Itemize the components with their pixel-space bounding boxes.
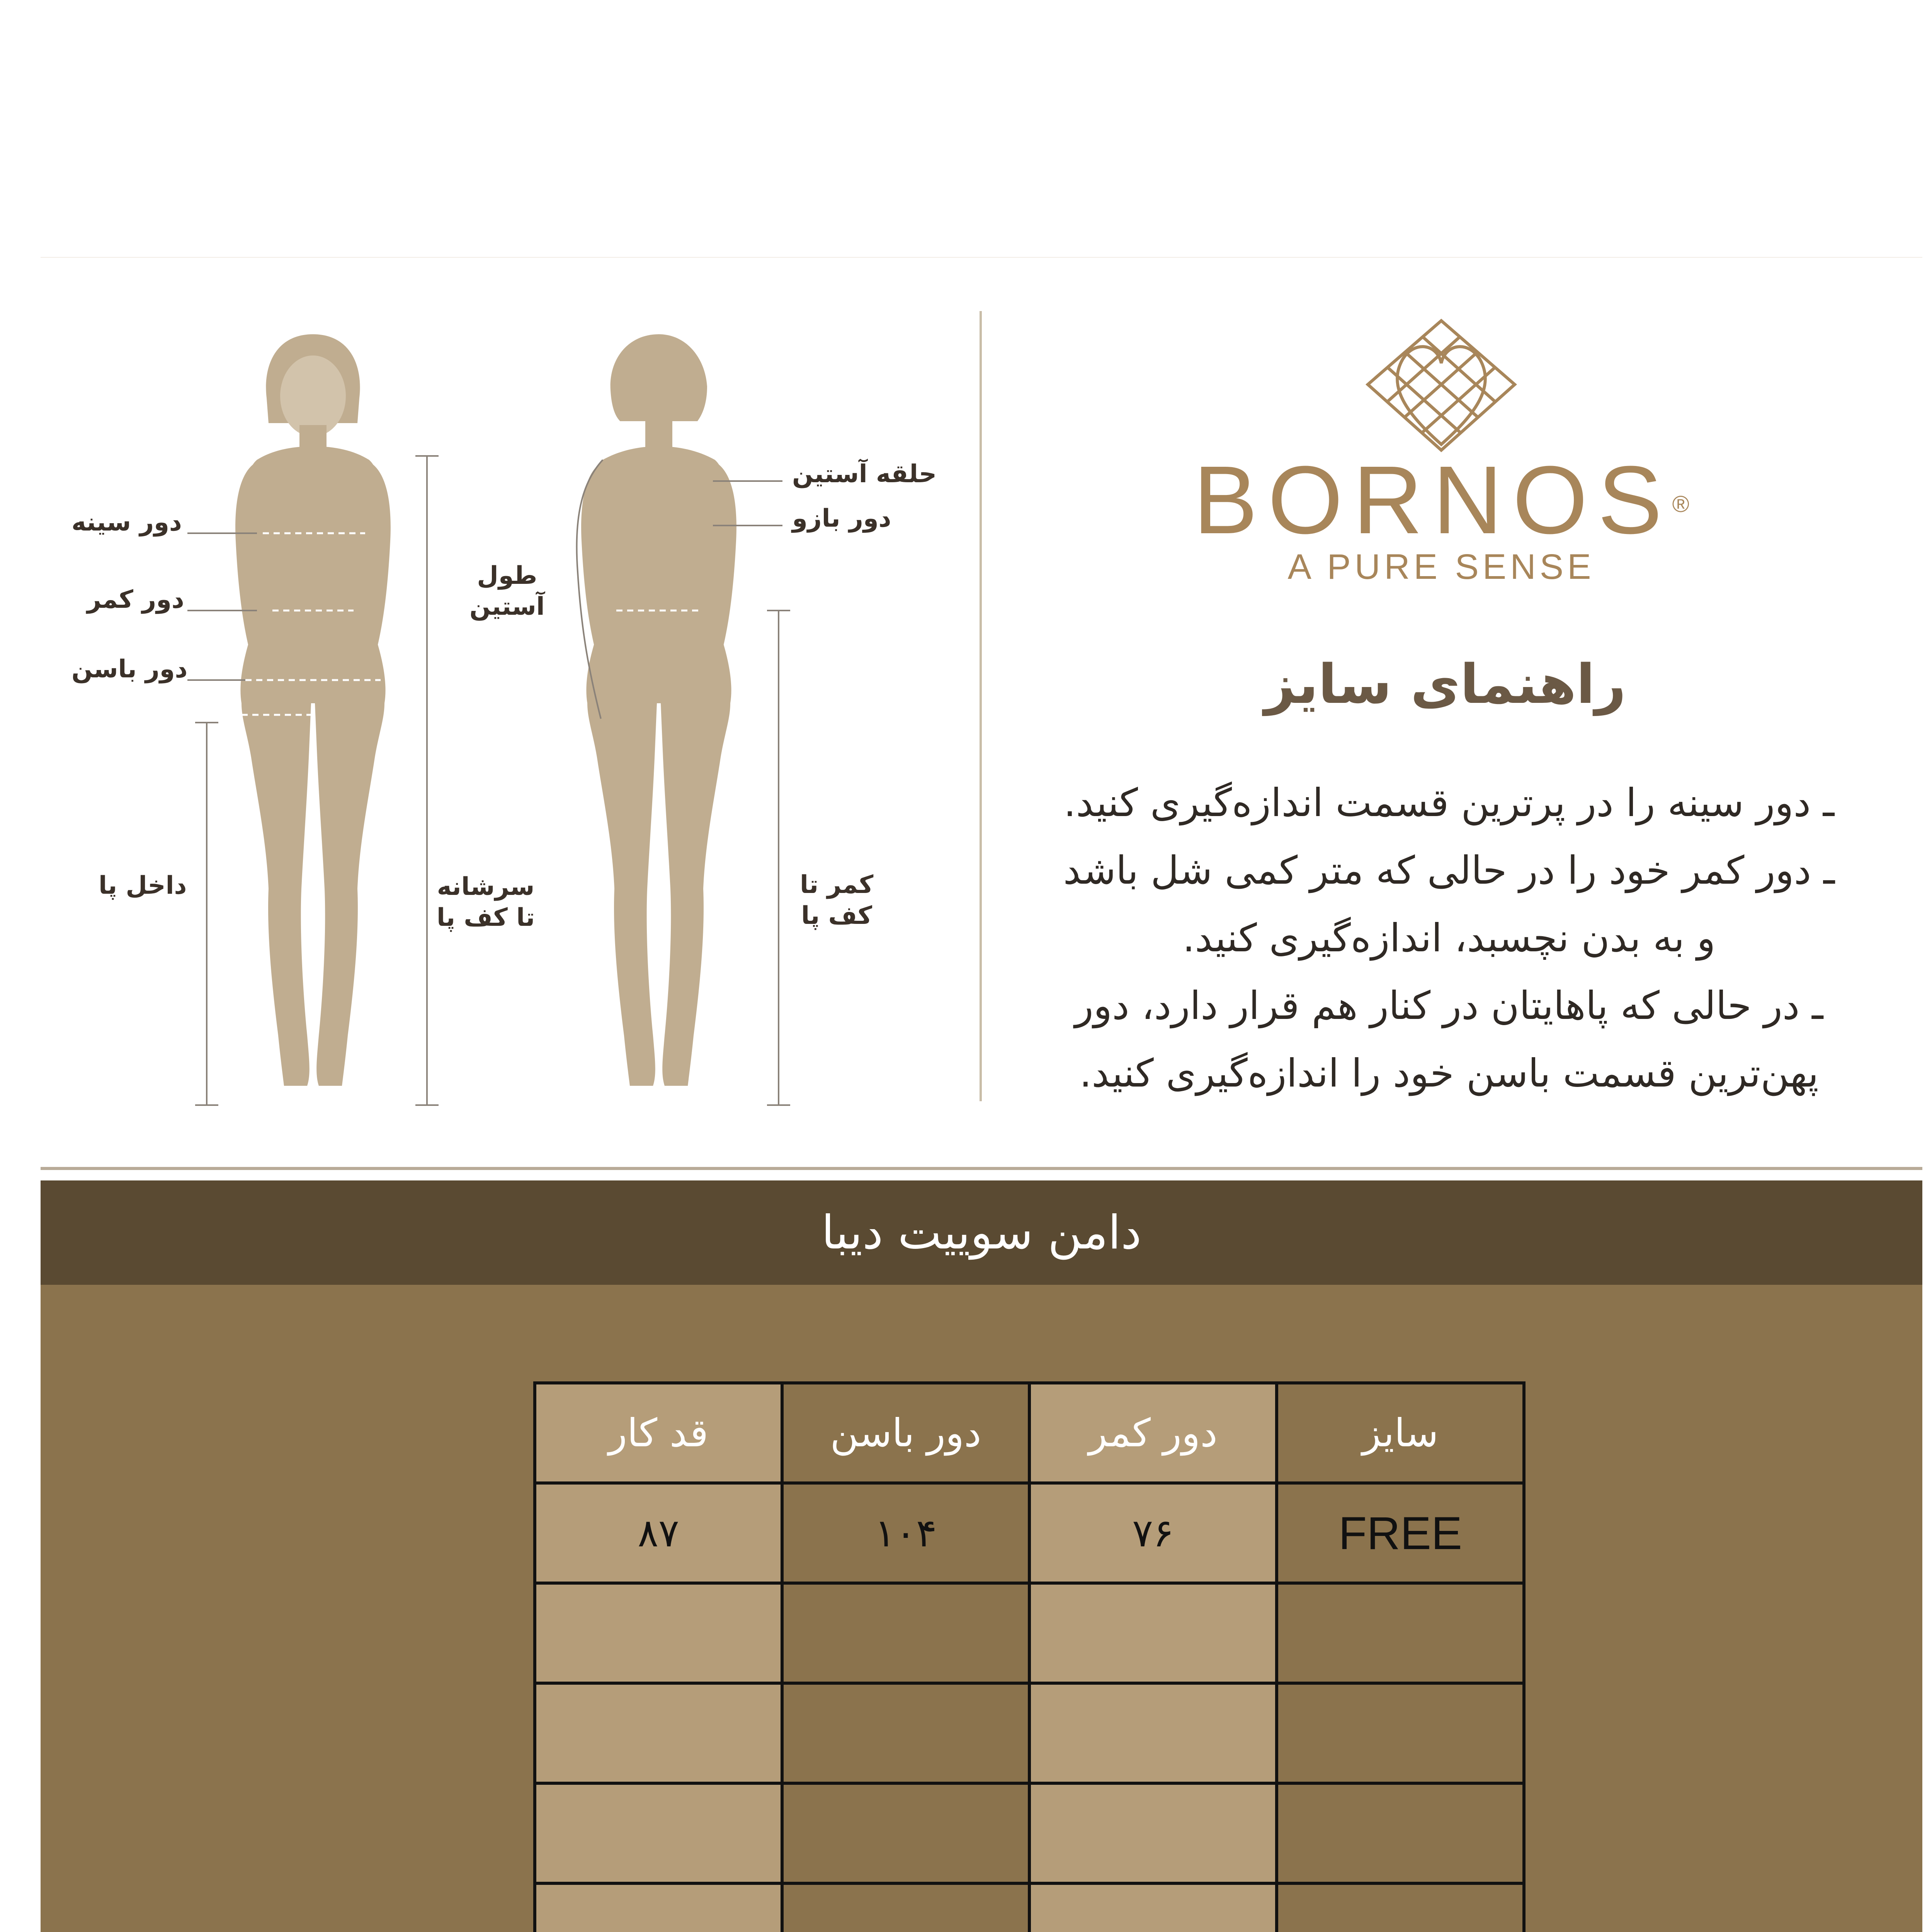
size-table <box>533 1381 1526 1932</box>
table-header-row <box>535 1383 1524 1483</box>
table-row <box>535 1483 1524 1583</box>
header-length: قد کار <box>535 1383 782 1483</box>
measurement-figures <box>41 301 980 1117</box>
label-upper-arm: دور بازو <box>792 504 891 533</box>
table-cell <box>535 1883 782 1932</box>
label-waist-to-floor: کمر تا کف پا <box>800 871 874 930</box>
label-inseam: داخل پا <box>99 871 187 900</box>
header-hip: دور باسن <box>782 1383 1029 1483</box>
label-hip: دور باسن <box>71 655 188 684</box>
table-cell <box>1029 1783 1277 1883</box>
table-cell <box>535 1783 782 1883</box>
brand-name-text: BORNOS <box>1193 446 1672 554</box>
table-cell <box>1277 1783 1524 1883</box>
table-cell <box>1029 1583 1277 1683</box>
table-cell: ۸۷ <box>535 1483 782 1583</box>
table-cell <box>535 1583 782 1683</box>
bornos-logo-icon <box>1360 317 1522 456</box>
instruction-line: ـ دور کمر خود را در حالی که متر کمی شل باشد <box>1063 848 1835 893</box>
instruction-line: پهن‌ترین قسمت باسن خود را اندازه‌گیری کنید. <box>1079 1051 1819 1096</box>
card-divider-line <box>41 1167 1922 1170</box>
size-guide-instructions <box>1020 769 1878 1107</box>
table-cell: ۱۰۴ <box>782 1483 1029 1583</box>
label-bust: دور سینه <box>71 508 182 537</box>
product-title: دامن سوییت دیبا <box>821 1206 1142 1260</box>
brand-tagline: A PURE SENSE <box>1287 547 1595 587</box>
table-row <box>535 1583 1524 1683</box>
label-armhole: حلقه آستین <box>792 460 937 488</box>
table-cell <box>535 1683 782 1783</box>
header-waist: دور کمر <box>1029 1383 1277 1483</box>
table-cell: FREE <box>1277 1483 1524 1583</box>
label-sleeve-length: طول آستین <box>469 561 545 621</box>
table-cell <box>1277 1883 1524 1932</box>
table-row <box>535 1883 1524 1932</box>
table-cell <box>1277 1683 1524 1783</box>
instruction-line: ـ در حالی که پاهایتان در کنار هم قرار دارد، دور <box>1075 983 1823 1028</box>
table-cell <box>782 1883 1029 1932</box>
table-row <box>535 1783 1524 1883</box>
back-figure <box>581 334 736 1086</box>
product-title-bar <box>41 1180 1922 1285</box>
table-cell <box>782 1683 1029 1783</box>
table-row <box>535 1683 1524 1783</box>
size-guide-title: راهنمای سایز <box>1264 653 1626 716</box>
instruction-line: ـ دور سینه را در پرترین قسمت اندازه‌گیری کنید. <box>1063 780 1835 825</box>
instruction-line: و به بدن نچسبد، اندازه‌گیری کنید. <box>1182 915 1716 961</box>
table-cell <box>782 1783 1029 1883</box>
table-cell <box>1029 1683 1277 1783</box>
size-chart-section <box>41 1180 1922 1932</box>
front-figure <box>235 334 391 1086</box>
header-size: سایز <box>1277 1383 1524 1483</box>
brand-name <box>1179 444 1704 555</box>
registered-mark: ® <box>1672 491 1689 517</box>
table-cell: ۷۶ <box>1029 1483 1277 1583</box>
table-cell <box>782 1583 1029 1683</box>
body-figures-illustration <box>41 301 980 1117</box>
table-cell <box>1277 1583 1524 1683</box>
label-shoulder-to-floor: سرشانه تا کف پا <box>437 872 535 932</box>
table-cell <box>1029 1883 1277 1932</box>
label-waist: دور کمر <box>87 585 184 614</box>
vertical-divider <box>980 311 982 1101</box>
